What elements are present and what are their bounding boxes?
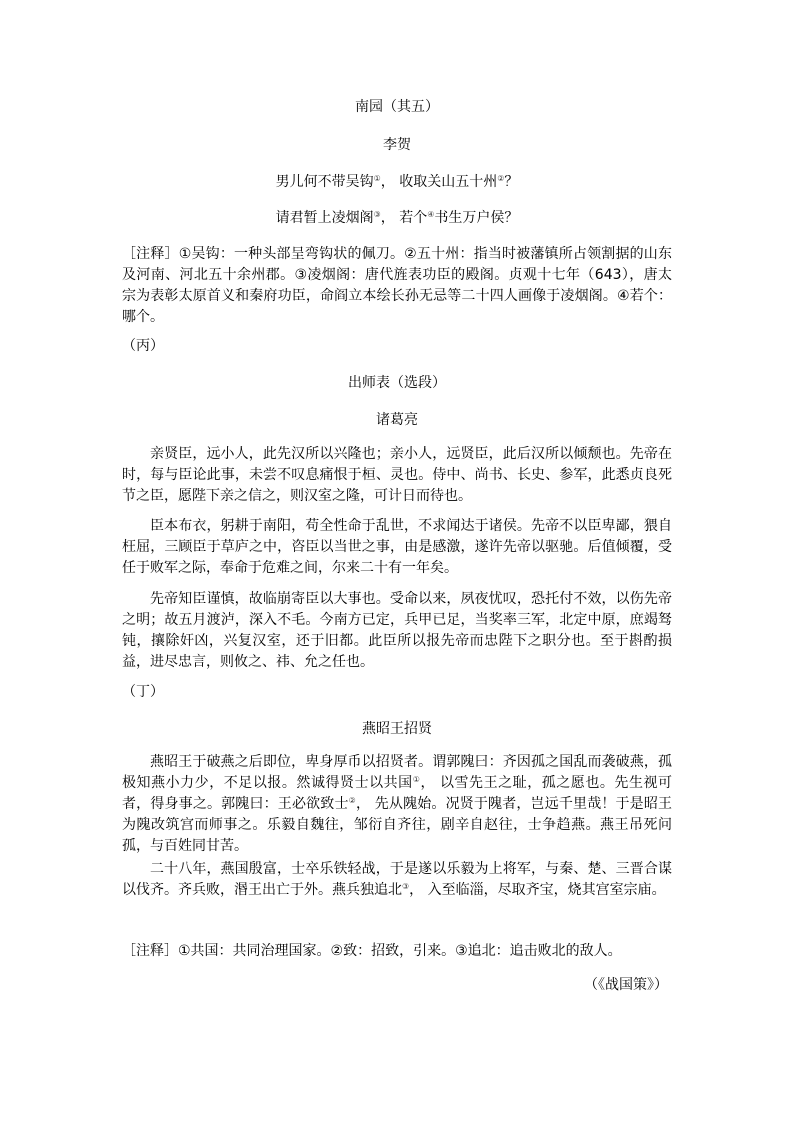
- footnote-marker: ①: [412, 775, 421, 784]
- source-citation: （《战国策》）: [584, 977, 668, 993]
- section-label-bing: （丙）: [122, 338, 164, 354]
- section-bing-paragraph-1: 亲贤臣，远小人，此先汉所以兴隆也；亲小人，远贤臣，此后汉所以倾颓也。先帝在时，每与臣论此事，未尝不叹息痛恨于桓、灵也。侍中、尚书、长史、参军，此悉贞良死节之臣，愿陛下亲之信之，则汉室之隆，可计日而待也。: [122, 446, 672, 504]
- section-bing-title: 出师表（选段）: [348, 375, 446, 391]
- section-ding-paragraph-2: [122, 859, 672, 901]
- section-bing-paragraph-3: 先帝知臣谨慎，故临崩寄臣以大事也。受命以来，夙夜忧叹，恐托付不效，以伤先帝之明；故五月渡泸，深入不毛。今南方已定，兵甲已足，当奖率三军，北定中原，庶竭驽钝，攘除奸凶，兴复汉室，还于旧都。此臣所以报先帝而忠陛下之职分也。至于斟酌损益，进尽忠言，则攸之、祎、允之任也。: [122, 591, 672, 670]
- paragraph-text: 二十八年，燕国殷富，士卒乐铁轻战，于是遂以乐毅为上将军，与秦、楚、三晋合谋以伐齐。齐兵败，湣王出亡于外。燕兵独追北: [122, 861, 672, 898]
- footnote-marker: ②: [497, 174, 505, 183]
- paragraph-text: ， 以雪先王之耻，孤之愿也。先生视可者，得身事之。郭隗曰：王必欲致士: [122, 775, 673, 812]
- poem-line-2: [0, 208, 794, 228]
- section-ding-paragraph-1: [122, 752, 672, 857]
- poem-line-1: [0, 172, 794, 192]
- poem-author: 李贺: [383, 137, 411, 153]
- poem-title: 南园（其五）: [355, 99, 439, 115]
- poem-line-1-c: ？: [504, 174, 519, 190]
- footnote-marker: ①: [373, 174, 381, 183]
- paragraph-text: ， 入至临淄，尽取齐宝，烧其宫室宗庙。: [409, 882, 666, 898]
- poem-line-2-a: 请君暂上凌烟阁: [275, 210, 374, 226]
- poem-line-2-b: ， 若个: [380, 210, 428, 226]
- paragraph-text: ， 先从隗始。况贤于隗者，岂远千里哉！于是昭王为隗改筑宫而师事之。乐毅自魏往，邹衍自齐往，剧辛自赵往，士争趋燕。燕王吊死问孤，与百姓同甘苦。: [122, 796, 673, 854]
- section-bing-author: 诸葛亮: [376, 412, 418, 428]
- paragraph-text: 燕昭王于破燕之后即位，卑身厚币以招贤者。谓郭隗曰：齐因孤之国乱而袭破燕，孤极知燕小力少，不足以报。然诚得贤士以共国: [122, 754, 672, 791]
- section-bing-paragraph-2: 臣本布衣，躬耕于南阳，苟全性命于乱世，不求闻达于诸侯。先帝不以臣卑鄙，猥自枉屈，三顾臣于草庐之中，咨臣以当世之事，由是感激，遂许先帝以驱驰。后值倾覆，受任于败军之际，奉命于危难之间，尔来二十有一年矣。: [122, 518, 672, 576]
- section-ding-title: 燕昭王招贤: [362, 721, 432, 737]
- footnote-marker: ③: [373, 210, 381, 219]
- poem-line-1-a: 男儿何不带吴钩: [275, 174, 374, 190]
- section-label-ding: （丁）: [122, 684, 164, 700]
- poem-line-1-b: ， 收取关山五十州: [380, 174, 498, 190]
- footnote-marker: ④: [427, 210, 435, 219]
- poem-line-2-c: 书生万户侯？: [434, 210, 519, 226]
- footnote-marker: ③: [402, 882, 410, 891]
- footnote-marker: ②: [348, 796, 356, 805]
- poem-note: ［注释］①吴钩：一种头部呈弯钩状的佩刀。②五十州：指当时被藩镇所占领割据的山东及河南、河北五十余州郡。③凌烟阁：唐代旌表功臣的殿阁。贞观十七年（643），唐太宗为表彰太原首义和秦府功臣，命阎立本绘长孙无忌等二十四人画像于凌烟阁。④若个：哪个。: [122, 246, 672, 325]
- section-ding-note: ［注释］①共国：共同治理国家。②致：招致，引来。③追北：追击败北的敌人。: [122, 943, 622, 959]
